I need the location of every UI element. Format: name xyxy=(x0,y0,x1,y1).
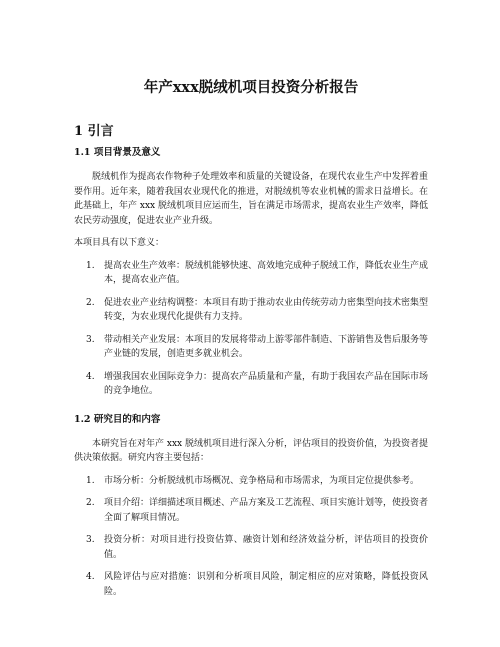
list-item xyxy=(74,333,428,362)
list-item-text: 增强我国农业国际竞争力：提高农产品质量和产量，有助于我国农产品在国际市场的竞争地位。 xyxy=(104,371,429,396)
significance-list xyxy=(74,259,428,399)
list-number: 3. xyxy=(86,535,95,545)
section-heading-introduction: 1 引言 xyxy=(74,124,114,139)
list-number: 2. xyxy=(86,498,95,508)
subsection-heading-purpose: 1.2 研究目的和内容 xyxy=(74,413,161,425)
list-item xyxy=(74,259,428,288)
list-item xyxy=(74,533,428,562)
list-item-text: 市场分析：分析脱绒机市场概况、竞争格局和市场需求，为项目定位提供参考。 xyxy=(104,475,420,486)
list-item xyxy=(74,496,428,525)
list-item xyxy=(74,474,428,489)
list-number: 4. xyxy=(86,572,95,582)
document-title: 年产xxx脱绒机项目投资分析报告 xyxy=(143,79,359,96)
subsection-heading-background: 1.1 项目背景及意义 xyxy=(74,147,161,158)
background-paragraph: 脱绒机作为提高农作物种子处理效率和质量的关键设备，在现代农业生产中发挥着重要作用。近年来，随着我国农业现代化的推进，对脱绒机等农业机械的需求日益增长。在此基础上，年产 xxx 脱绒机项目应运而生，旨在满足市场需求，提高农业生产效率，降低农民劳动强度，促进农业产业升级。 xyxy=(74,172,428,226)
list-number: 2. xyxy=(86,297,95,308)
list-number: 3. xyxy=(86,334,95,345)
significance-lead: 本项目具有以下意义： xyxy=(74,238,165,248)
list-item xyxy=(74,570,428,599)
list-number: 1. xyxy=(86,475,95,486)
list-item-text: 带动相关产业发展：本项目的发展将带动上游零部件制造、下游销售及售后服务等产业链的发展，创造更多就业机会。 xyxy=(104,334,429,359)
purpose-paragraph: 本研究旨在对年产 xxx 脱绒机项目进行深入分析，评估项目的投资价值，为投资者提供决策依据。研究内容主要包括： xyxy=(74,438,428,463)
list-item-text: 提高农业生产效率：脱绒机能够快速、高效地完成种子脱绒工作，降低农业生产成本，提高农业产值。 xyxy=(104,260,429,285)
list-item xyxy=(74,296,428,325)
list-item-text: 风险评估与应对措施：识别和分析项目风险，制定相应的应对策略，降低投资风险。 xyxy=(104,572,428,597)
list-number: 1. xyxy=(86,260,95,271)
list-item-text: 投资分析：对项目进行投资估算、融资计划和经济效益分析，评估项目的投资价值。 xyxy=(104,535,428,560)
research-content-list xyxy=(74,474,428,600)
list-number: 4. xyxy=(86,371,95,382)
list-item-text: 项目介绍：详细描述项目概述、产品方案及工艺流程、项目实施计划等，使投资者全面了解项目情况。 xyxy=(104,498,429,523)
list-item-text: 促进农业产业结构调整：本项目有助于推动农业由传统劳动力密集型向技术密集型转变，为农业现代化提供有力支持。 xyxy=(104,297,429,322)
list-item xyxy=(74,370,428,399)
